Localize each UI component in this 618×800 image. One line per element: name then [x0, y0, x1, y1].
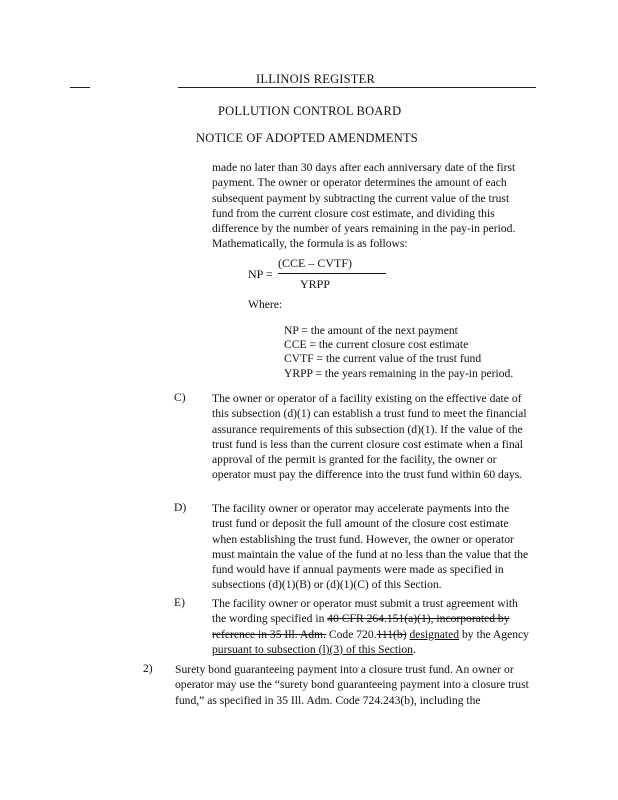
item-e-deleted-text-2: 111(b)	[376, 627, 407, 641]
item-e-middle: Code 720.	[325, 627, 377, 641]
item-2-paragraph	[175, 662, 532, 708]
definition-np: NP = the amount of the next payment	[284, 324, 458, 337]
board-title: POLLUTION CONTROL BOARD	[218, 104, 402, 118]
item-c-paragraph	[212, 391, 532, 483]
formula-denominator: YRPP	[300, 277, 331, 291]
header-rule	[178, 87, 536, 88]
formula-fraction-bar	[278, 273, 386, 274]
item-e-paragraph	[212, 596, 532, 657]
register-title: ILLINOIS REGISTER	[256, 72, 376, 86]
formula-numerator: (CCE – CVTF)	[278, 256, 353, 270]
item-e-label: E)	[174, 596, 185, 609]
item-e-text	[212, 596, 532, 657]
item-e-inserted-text: designated	[409, 627, 460, 641]
definition-yrpp: YRPP = the years remaining in the pay-in period.	[284, 366, 514, 380]
item-e-inserted-text-2: pursuant to subsection (l)(3) of this Section	[212, 642, 413, 656]
item-c-text: The owner or operator of a facility existing on the effective date of this subsection (d)(1) can establish a trust fund to meet the financial assurance requirements of this subsection (d)(1). If the value of the trust fund is less than the current closure cost estimate when a final approval of the permit is granted for the facility, the owner or operator must pay the difference into the trust fund within 60 days.	[212, 392, 527, 482]
header-rule-left	[70, 87, 90, 88]
item-e-after-inserted: by the Agency	[459, 627, 529, 641]
item-d-paragraph	[212, 501, 532, 593]
definition-cce: CCE = the current closure cost estimate	[284, 338, 469, 352]
item-d-text: The facility owner or operator may accelerate payments into the trust fund or deposit the full amount of the closure cost estimate when establishing the trust fund. However, the owner or operator must maintain the value of the fund at no less than the value that the fund would have if annual payments were made as specified in subsections (d)(1)(B) or (d)(1)(C) of this Section.	[212, 502, 529, 592]
item-e-deleted-text: 40 CFR 264.151(a)(1), incorporated by reference in 35 Ill. Adm.	[212, 612, 510, 641]
item-2-label: 2)	[143, 662, 153, 675]
item-c-label: C)	[174, 391, 186, 404]
formula-lhs: NP =	[248, 267, 273, 281]
intro-paragraph	[212, 160, 530, 252]
where-label: Where:	[248, 298, 283, 311]
item-e-end: .	[412, 642, 416, 656]
definition-cvtf: CVTF = the current value of the trust fund	[284, 352, 482, 366]
intro-text: made no later than 30 days after each anniversary date of the first payment. The owner or operator determines the amount of each subsequent payment by subtracting the current value of the trust fund from the current closure cost estimate, and dividing this difference by the number of years remaining in the pay-in period. Mathematically, the formula is as follows:	[212, 161, 516, 251]
item-2-text: Surety bond guaranteeing payment into a closure trust fund. An owner or operator may use the “surety bond guaranteeing payment into a closure trust fund,” as specified in 35 Ill. Adm. Code 724.243(b), including the	[175, 663, 529, 707]
item-e-before: The facility owner or operator must submit a trust agreement with the wording specified in	[212, 597, 518, 626]
item-d-label: D)	[174, 501, 187, 514]
formula-definitions	[284, 324, 513, 381]
notice-title: NOTICE OF ADOPTED AMENDMENTS	[196, 131, 418, 145]
